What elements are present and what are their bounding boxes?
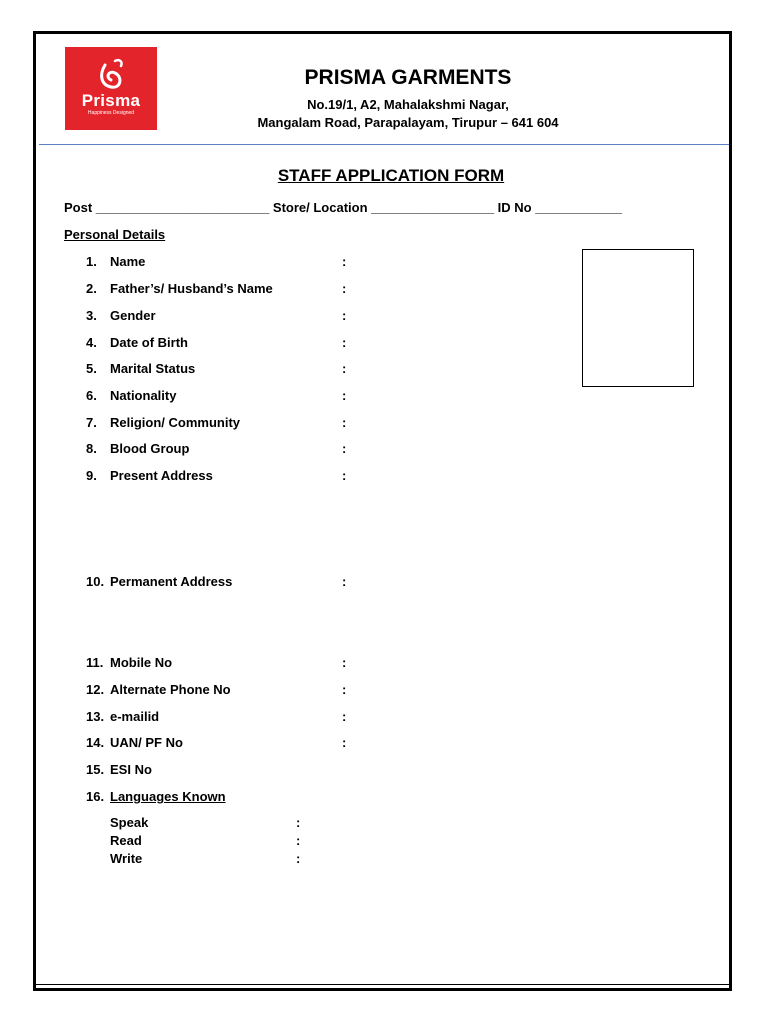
field-label: Languages Known [110,789,226,804]
field-label: Alternate Phone No [110,682,231,697]
field-label: ESI No [110,762,152,777]
field-colon: : [342,335,347,350]
prisma-logo [65,47,157,130]
company-name: PRISMA GARMENTS [304,66,512,89]
address-line-2: Mangalam Road, Parapalayam, Tirupur – 641 604 [257,115,559,130]
field-label: Religion/ Community [110,415,240,430]
logo-wordmark: Prisma [81,91,141,110]
field-number: 13. [86,709,105,724]
field-label: Nationality [110,388,177,403]
field-colon: : [342,709,347,724]
field-colon: : [342,655,347,670]
field-number: 14. [86,735,105,750]
language-colon: : [296,815,301,830]
field-number: 11. [86,655,104,670]
language-colon: : [296,851,301,866]
field-number: 4. [86,335,97,350]
field-colon: : [342,361,347,376]
language-label: Speak [110,815,149,830]
header-divider [39,144,729,145]
field-label: UAN/ PF No [110,735,183,750]
field-number: 15. [86,762,105,777]
photo-box [582,249,694,387]
field-colon: : [342,254,347,269]
field-label: e-mailid [110,709,160,724]
post-store-id-line: Post ________________________ Store/ Location _________________ ID No ____________ [64,200,622,215]
field-number: 8. [86,441,97,456]
field-colon: : [342,308,347,323]
language-colon: : [296,833,301,848]
field-number: 2. [86,281,97,296]
field-colon: : [342,441,347,456]
field-colon: : [342,281,347,296]
field-number: 9. [86,468,97,483]
field-colon: : [342,388,347,403]
field-label: Name [110,254,146,269]
field-number: 1. [86,254,97,269]
field-number: 12. [86,682,105,697]
field-label: Mobile No [110,655,173,670]
logo-leaf-icon [65,47,157,130]
field-label: Date of Birth [110,335,188,350]
address-line-1: No.19/1, A2, Mahalakshmi Nagar, [307,97,509,112]
language-label: Read [110,833,142,848]
field-label: Permanent Address [110,574,233,589]
field-colon: : [342,682,347,697]
section-title-personal-details: Personal Details [64,227,166,242]
field-label: Marital Status [110,361,196,376]
language-label: Write [110,851,143,866]
field-label: Gender [110,308,156,323]
field-number: 6. [86,388,97,403]
field-label: Father’s/ Husband’s Name [110,281,273,296]
page-border-inner-line [36,984,729,985]
field-number: 16. [86,789,105,804]
field-number: 5. [86,361,97,376]
field-colon: : [342,415,347,430]
field-label: Blood Group [110,441,190,456]
logo-tagline: Happiness Designed [87,110,135,116]
field-label: Present Address [110,468,213,483]
field-colon: : [342,574,347,589]
field-colon: : [342,735,347,750]
field-number: 7. [86,415,97,430]
form-title: STAFF APPLICATION FORM [277,166,505,185]
field-number: 10. [86,574,105,589]
field-colon: : [342,468,347,483]
field-number: 3. [86,308,97,323]
